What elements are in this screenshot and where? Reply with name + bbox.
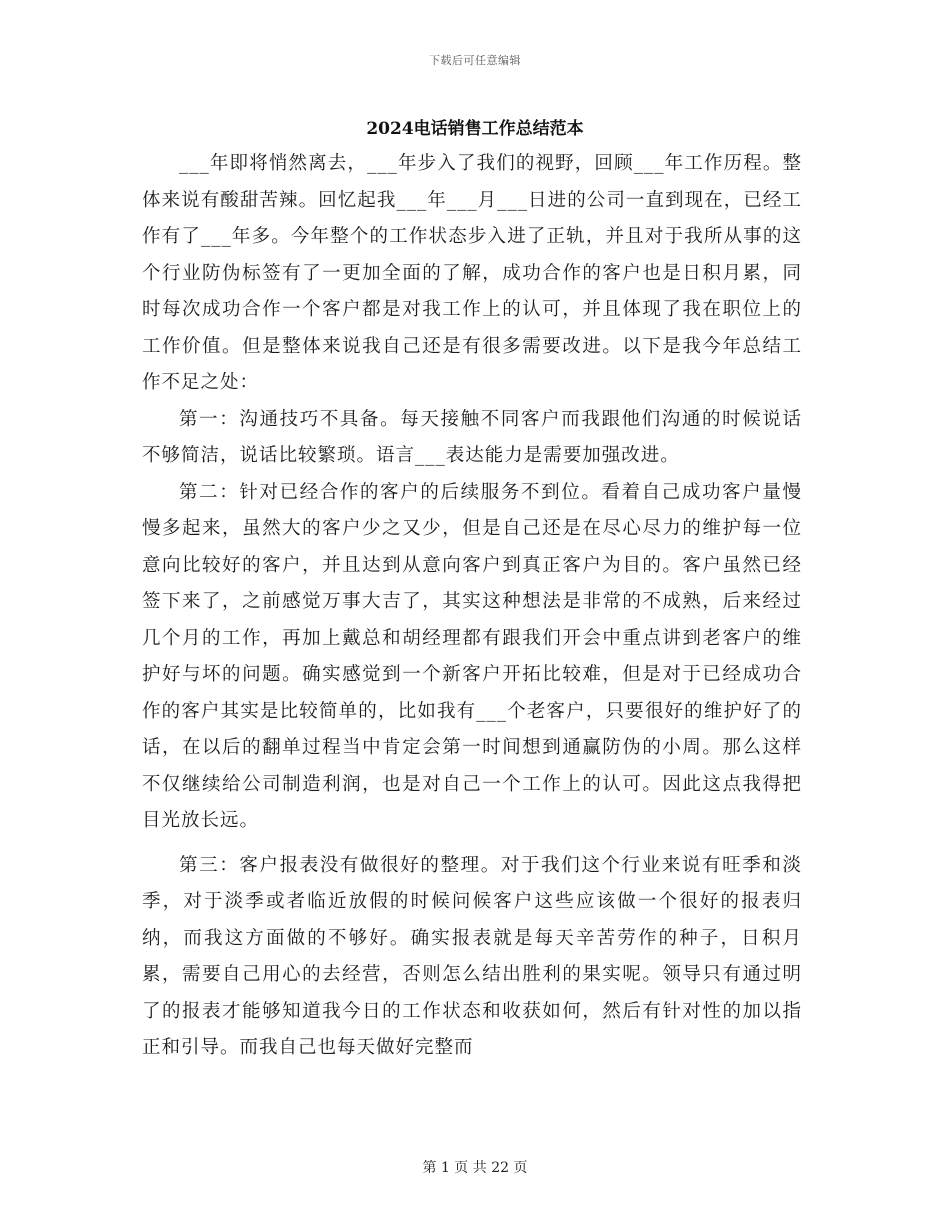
- paragraph-intro: ___年即将悄然离去，___年步入了我们的视野，回顾___年工作历程。整体来说有酸甜苦辣。回忆起我___年___月___日进的公司一直到现在，已经工作有了___年多。今年整个的工作状态步入进了正轨，并且对于我所从事的这个行业防伪标签有了一更加全面的了解，成功合作的客户也是日积月累，同时每次成功合作一个客户都是对我工作上的认可，并且体现了我在职位上的工作价值。但是整体来说我自己还是有很多需要改进。以下是我今年总结工作不足之处：: [142, 153, 802, 393]
- document-body: [142, 146, 802, 1067]
- page-number: 第 1 页 共 22 页: [422, 1160, 528, 1176]
- paragraph-point-2: 第二：针对已经合作的客户的后续服务不到位。看着自己成功客户量慢慢多起来，虽然大的客户少之又少，但是自己还是在尽心尽力的维护每一位意向比较好的客户，并且达到从意向客户到真正客户为目的。客户虽然已经签下来了，之前感觉万事大吉了，其实这种想法是非常的不成熟，后来经过几个月的工作，再加上戴总和胡经理都有跟我们开会中重点讲到老客户的维护好与坏的问题。确实感觉到一个新客户开拓比较难，但是对于已经成功合作的客户其实是比较简单的，比如我有___个老客户，只要很好的维护好了的话，在以后的翻单过程当中肯定会第一时间想到通赢防伪的小周。那么这样不仅继续给公司制造利润，也是对自己一个工作上的认可。因此这点我得把目光放长远。: [142, 481, 802, 831]
- document-title: 2024电话销售工作总结范本: [366, 119, 584, 139]
- paragraph-point-3: 第三：客户报表没有做很好的整理。对于我们这个行业来说有旺季和淡季，对于淡季或者临近放假的时候问候客户这些应该做一个很好的报表归纳，而我这方面做的不够好。确实报表就是每天辛苦劳作的种子，日积月累，需要自己用心的去经营，否则怎么结出胜利的果实呢。领导只有通过明了的报表才能够知道我今日的工作状态和收获如何，然后有针对性的加以指正和引导。而我自己也每天做好完整而: [142, 854, 802, 1058]
- header-note: 下载后可任意编辑: [429, 54, 521, 67]
- paragraph-point-1: 第一：沟通技巧不具备。每天接触不同客户而我跟他们沟通的时候说话不够简洁，说话比较繁琐。语言___表达能力是需要加强改进。: [142, 408, 802, 466]
